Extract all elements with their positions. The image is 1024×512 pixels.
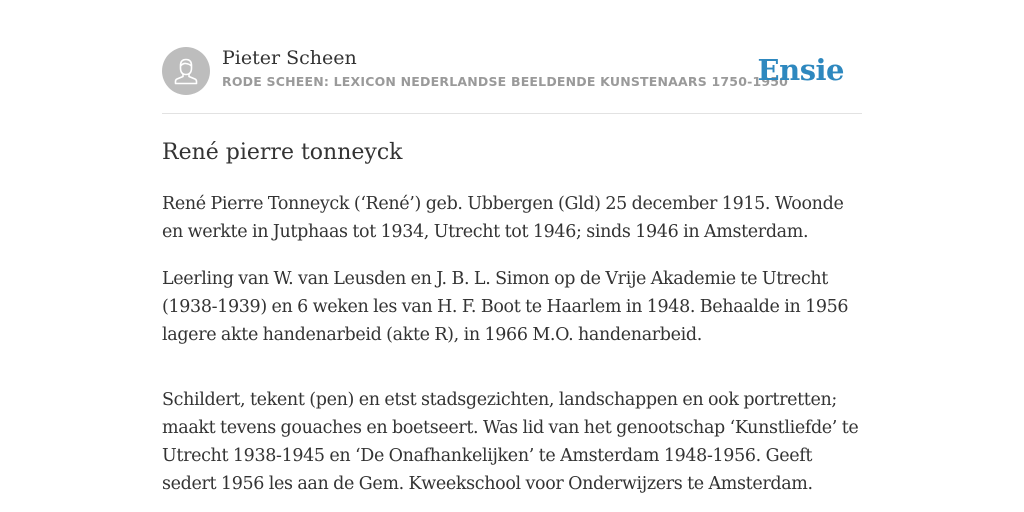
paragraph-3: Schildert, tekent (pen) en etst stadsgezichten, landschappen en ook portretten; maakt tevens gouaches en boetseert. Was lid van het genootschap ‘Kunstliefde’ te Utrecht 1938-1945 en ‘De Onafhankelijken’ te Amsterdam 1948-1956. Geeft sedert 1956 les aan de Gem. Kweekschool voor Onderwijzers te Amsterdam.	[162, 390, 859, 494]
entry-title: René pierre tonneyck	[162, 140, 403, 165]
source-title[interactable]: RODE SCHEEN: LEXICON NEDERLANDSE BEELDENDE KUNSTENAARS 1750-1950	[222, 74, 789, 89]
ensie-logo[interactable]: Ensie	[757, 53, 844, 87]
paragraph-2: Leerling van W. van Leusden en J. B. L. Simon op de Vrije Akademie te Utrecht (1938-1939) en 6 weken les van H. F. Boot te Haarlem in 1948. Behaalde in 1956 lagere akte handenarbeid (akte R), in 1966 M.O. handenarbeid.	[162, 269, 849, 345]
user-silhouette-icon	[162, 47, 210, 95]
author-avatar[interactable]	[162, 47, 210, 95]
paragraph-1: René Pierre Tonneyck (‘René’) geb. Ubbergen (Gld) 25 december 1915. Woonde en werkte in Jutphaas tot 1934, Utrecht tot 1946; sinds 1946 in Amsterdam.	[162, 194, 844, 242]
entry-body	[162, 190, 862, 512]
author-name[interactable]: Pieter Scheen	[222, 47, 357, 69]
entry-header	[162, 46, 862, 98]
header-divider	[162, 113, 862, 114]
